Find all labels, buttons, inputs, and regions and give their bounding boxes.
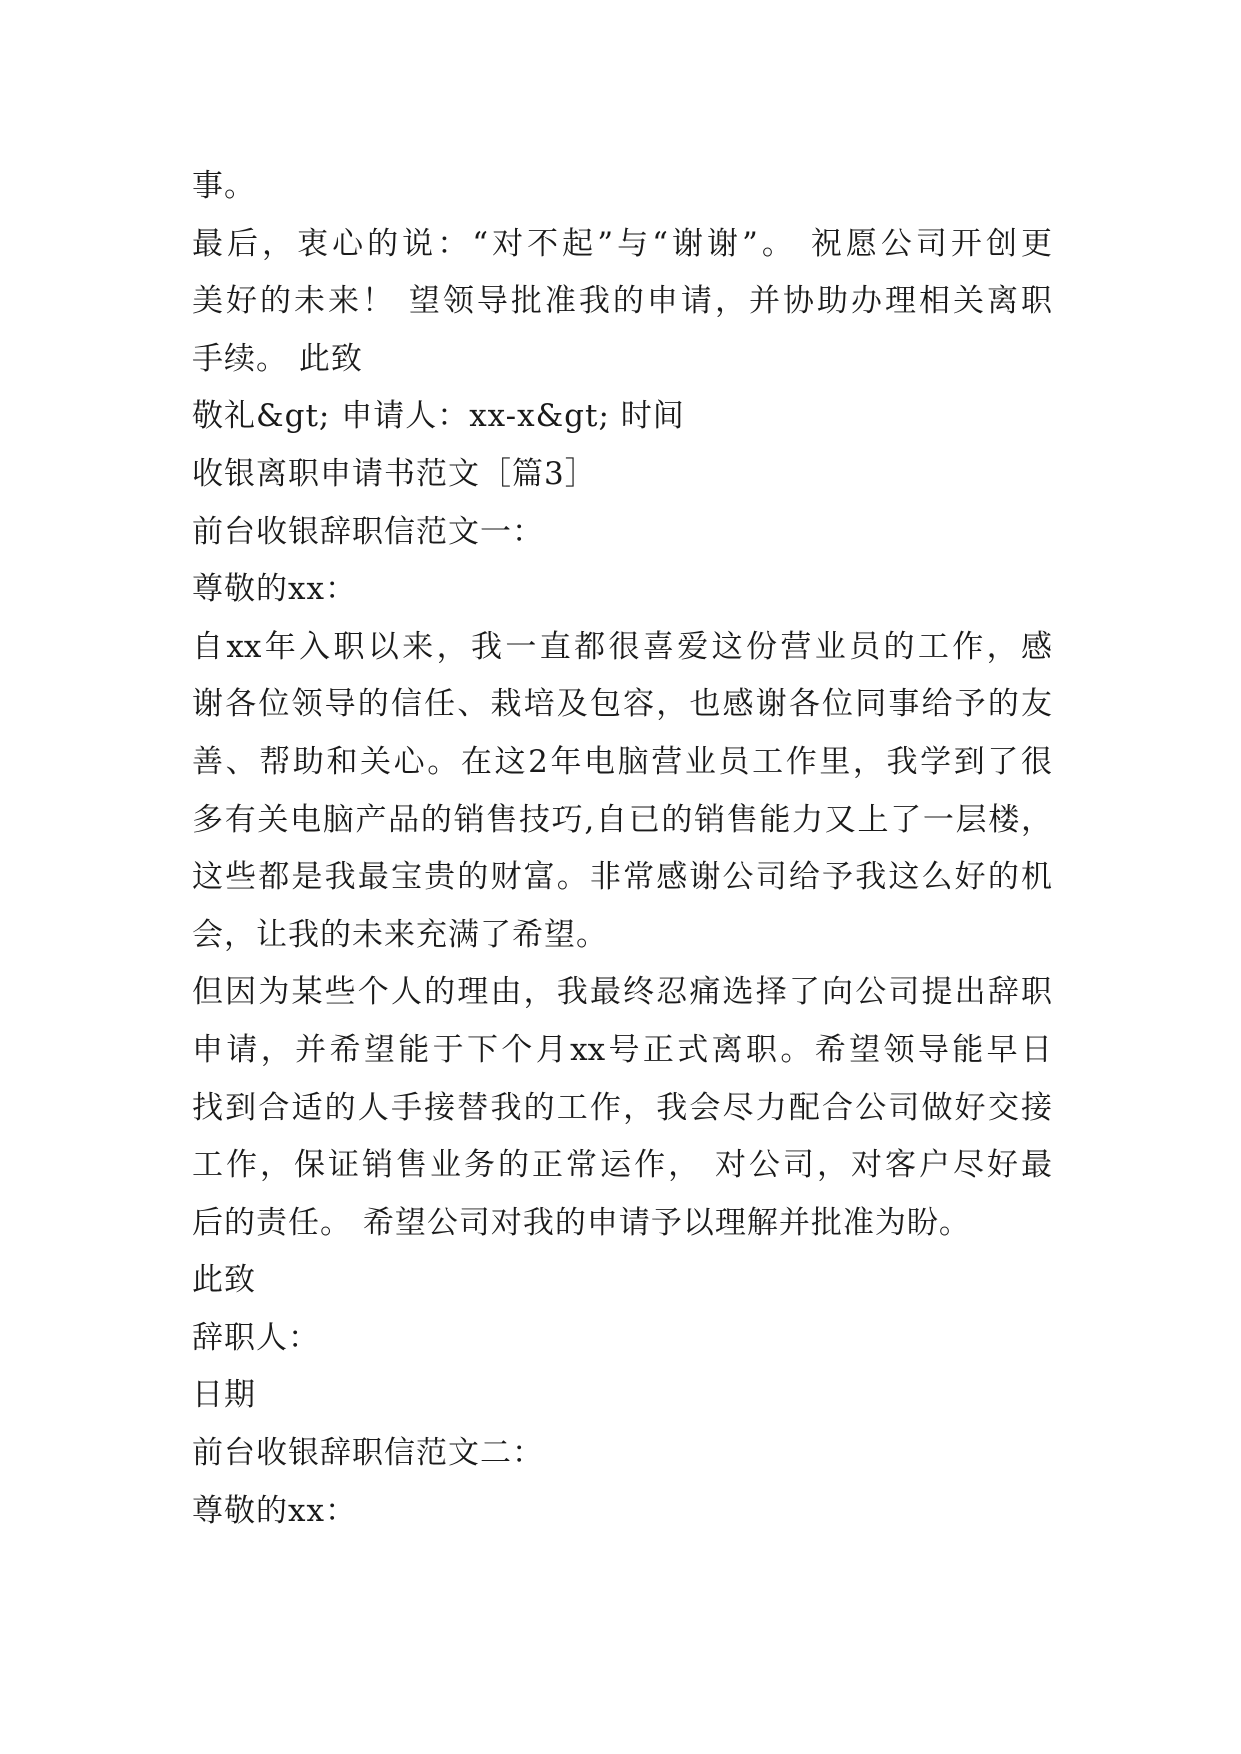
- text-line: 事。: [192, 168, 256, 204]
- text-line: 工作，保证销售业务的正常运作， 对公司，对客户尽好最: [192, 1147, 1052, 1184]
- text-line: 善、帮助和关心。在这2年电脑营业员工作里，我学到了很: [192, 743, 1052, 780]
- document-body: [192, 158, 1052, 1540]
- text-line: 后的责任。 希望公司对我的申请予以理解并批准为盼。: [192, 1204, 971, 1241]
- text-line: 美好的未来！ 望领导批准我的申请，并协助办理相关离职: [192, 283, 1052, 320]
- letter-heading: 前台收银辞职信范文二：: [192, 1435, 544, 1472]
- text-line: 这些都是我最宝贵的财富。非常感谢公司给予我这么好的机: [192, 859, 1052, 896]
- salutation: 尊敬的xx：: [192, 571, 357, 608]
- salutation: 尊敬的xx：: [192, 1492, 357, 1529]
- date-label: 日期: [192, 1377, 256, 1414]
- text-line: 多有关电脑产品的销售技巧,自已的销售能力又上了一层楼，: [192, 801, 1052, 838]
- text-line: 敬礼&gt; 申请人：xx-x&gt; 时间: [192, 398, 685, 435]
- letter-heading: 前台收银辞职信范文一：: [192, 513, 544, 550]
- text-line: 申请，并希望能于下个月xx号正式离职。希望领导能早日: [192, 1031, 1052, 1068]
- text-line: 会，让我的未来充满了希望。: [192, 916, 608, 953]
- text-line: 手续。 此致: [192, 340, 363, 377]
- text-line: 找到合适的人手接替我的工作，我会尽力配合公司做好交接: [192, 1089, 1052, 1126]
- signature-label: 辞职人：: [192, 1319, 320, 1356]
- closing: 此致: [192, 1262, 256, 1299]
- text-line: 最后，衷心的说：“对不起”与“谢谢”。 祝愿公司开创更: [192, 225, 1052, 262]
- text-line: 但因为某些个人的理由，我最终忍痛选择了向公司提出辞职: [192, 974, 1052, 1011]
- section-heading: 收银离职申请书范文［篇3］: [192, 455, 597, 492]
- text-line: 谢各位领导的信任、栽培及包容，也感谢各位同事给予的友: [192, 686, 1052, 723]
- text-line: 自xx年入职以来，我一直都很喜爱这份营业员的工作，感: [192, 628, 1052, 665]
